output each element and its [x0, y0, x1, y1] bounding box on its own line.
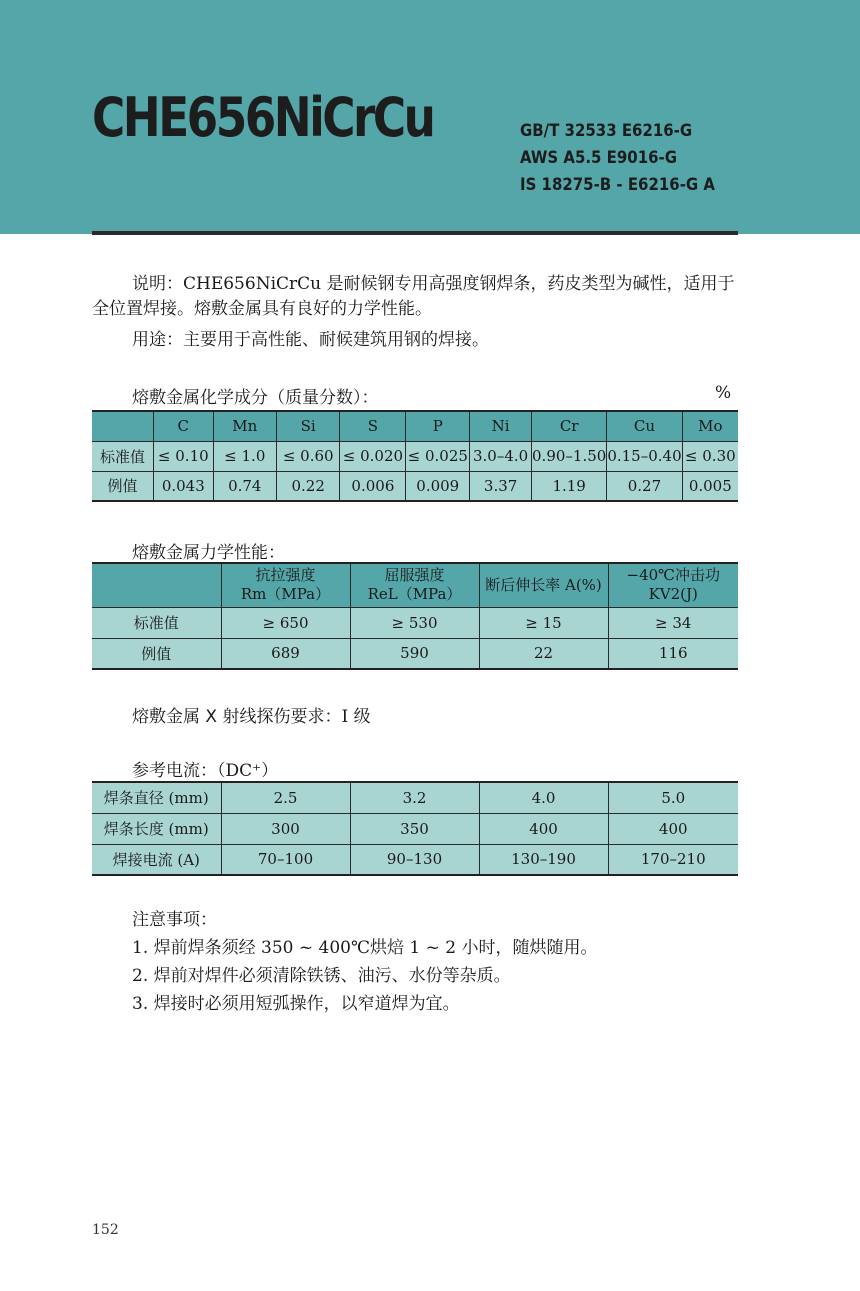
- table-header-row: [92, 411, 738, 441]
- table-cell: 689: [221, 638, 350, 669]
- table-cell: Cu: [607, 411, 682, 441]
- product-title: CHE656NiCrCu: [92, 86, 434, 149]
- xray-title: 熔敷金属 X 射线探伤要求：: [132, 707, 342, 727]
- usage-paragraph: [132, 328, 742, 353]
- table-cell: ≤ 0.025: [406, 441, 470, 471]
- table-cell: 350: [350, 813, 479, 844]
- table-cell: 70–100: [221, 844, 350, 875]
- table-cell: 400: [479, 813, 608, 844]
- table-cell: [92, 411, 153, 441]
- table-header-row: [92, 563, 738, 607]
- table-cell: ≥ 530: [350, 607, 479, 638]
- table-cell: 130–190: [479, 844, 608, 875]
- table-cell: Cr: [532, 411, 607, 441]
- table-cell: 400: [608, 813, 738, 844]
- chemical-title: 熔敷金属化学成分（质量分数）：: [132, 388, 379, 408]
- table-cell: Mo: [682, 411, 738, 441]
- table-cell: 5.0: [608, 782, 738, 813]
- table-cell: 焊条直径 (mm): [92, 782, 221, 813]
- table-cell: ≥ 34: [608, 607, 738, 638]
- table-cell: C: [153, 411, 213, 441]
- table-cell: [92, 563, 221, 607]
- table-cell: 标准值: [92, 607, 221, 638]
- page-number: 152: [92, 1222, 119, 1238]
- table-cell: 4.0: [479, 782, 608, 813]
- table-cell: ≥ 15: [479, 607, 608, 638]
- usage-label: 用途：: [132, 330, 183, 350]
- table-cell: ≤ 1.0: [213, 441, 276, 471]
- table-cell: ≤ 0.10: [153, 441, 213, 471]
- table-cell: 3.37: [470, 471, 532, 501]
- standard-aws: AWS A5.5 E9016-G: [520, 148, 678, 168]
- mechanical-title: 熔敷金属力学性能：: [132, 543, 285, 563]
- description-paragraph: [92, 272, 742, 322]
- header-line: 屈服强度: [384, 566, 445, 585]
- current-table: [92, 781, 738, 876]
- current-title-line: [132, 756, 278, 781]
- header-line: ReL（MPa）: [367, 585, 462, 604]
- table-cell: 例值: [92, 638, 221, 669]
- table-cell: 0.006: [340, 471, 406, 501]
- current-note: （DC⁺）: [217, 761, 279, 781]
- table-cell: 590: [350, 638, 479, 669]
- xray-line: [132, 702, 371, 727]
- table-cell: Mn: [213, 411, 276, 441]
- table-cell: 标准值: [92, 441, 153, 471]
- table-row: [92, 844, 738, 875]
- header-line: Rm（MPa）: [240, 585, 331, 604]
- table-cell: P: [406, 411, 470, 441]
- table-cell: 0.90–1.50: [532, 441, 607, 471]
- table-cell: 例值: [92, 471, 153, 501]
- header-rule: [92, 231, 738, 235]
- note-item: 3. 焊接时必须用短弧操作，以窄道焊为宜。: [132, 994, 460, 1014]
- table-cell: 焊接电流 (A): [92, 844, 221, 875]
- table-cell: 0.043: [153, 471, 213, 501]
- current-title: 参考电流：: [132, 761, 217, 781]
- description-label: 说明：: [132, 274, 183, 294]
- header-banner: [0, 0, 860, 234]
- table-cell: 焊条长度 (mm): [92, 813, 221, 844]
- table-cell: ≤ 0.60: [276, 441, 340, 471]
- usage-text: 主要用于高性能、耐候建筑用钢的焊接。: [183, 330, 489, 350]
- table-cell: 3.0–4.0: [470, 441, 532, 471]
- table-cell: 0.22: [276, 471, 340, 501]
- table-cell: [608, 563, 738, 607]
- xray-value: I 级: [341, 707, 371, 727]
- table-row: [92, 471, 738, 501]
- table-cell: 170–210: [608, 844, 738, 875]
- standard-is: IS 18275-B - E6216-G A: [520, 175, 715, 195]
- table-cell: ≥ 650: [221, 607, 350, 638]
- header-line: KV2(J): [648, 585, 698, 604]
- table-cell: [479, 563, 608, 607]
- standard-gb: GB/T 32533 E6216-G: [520, 121, 693, 141]
- table-cell: 116: [608, 638, 738, 669]
- table-cell: 300: [221, 813, 350, 844]
- table-cell: [350, 563, 479, 607]
- table-cell: Ni: [470, 411, 532, 441]
- description-text: CHE656NiCrCu 是耐候钢专用高强度钢焊条，药皮类型为碱性，适用于全位置焊接。熔敷金属具有良好的力学性能。: [92, 274, 735, 319]
- note-item: 1. 焊前焊条须经 350 ~ 400℃烘焙 1 ~ 2 小时，随烘随用。: [132, 938, 598, 958]
- chemical-table: [92, 410, 738, 502]
- table-cell: 3.2: [350, 782, 479, 813]
- mechanical-table: [92, 562, 738, 670]
- table-cell: 0.005: [682, 471, 738, 501]
- header-line: −40℃冲击功: [626, 566, 720, 585]
- table-cell: 0.27: [607, 471, 682, 501]
- notes-title: 注意事项：: [132, 910, 217, 930]
- table-row: [92, 638, 738, 669]
- table-cell: 0.009: [406, 471, 470, 501]
- table-cell: 2.5: [221, 782, 350, 813]
- table-row: [92, 813, 738, 844]
- header-line: 断后伸长率 A(%): [485, 575, 602, 594]
- table-cell: 0.74: [213, 471, 276, 501]
- table-row: [92, 441, 738, 471]
- table-cell: ≤ 0.020: [340, 441, 406, 471]
- table-cell: 90–130: [350, 844, 479, 875]
- table-cell: [221, 563, 350, 607]
- note-item: 2. 焊前对焊件必须清除铁锈、油污、水份等杂质。: [132, 966, 511, 986]
- table-cell: S: [340, 411, 406, 441]
- table-cell: 1.19: [532, 471, 607, 501]
- table-cell: ≤ 0.30: [682, 441, 738, 471]
- table-cell: 0.15–0.40: [607, 441, 682, 471]
- notes-section: [132, 906, 597, 1018]
- table-cell: 22: [479, 638, 608, 669]
- table-row: [92, 607, 738, 638]
- standards-list: [520, 118, 715, 199]
- chemical-unit: %: [715, 383, 732, 403]
- table-row: [92, 782, 738, 813]
- header-line: 抗拉强度: [255, 566, 316, 585]
- table-cell: Si: [276, 411, 340, 441]
